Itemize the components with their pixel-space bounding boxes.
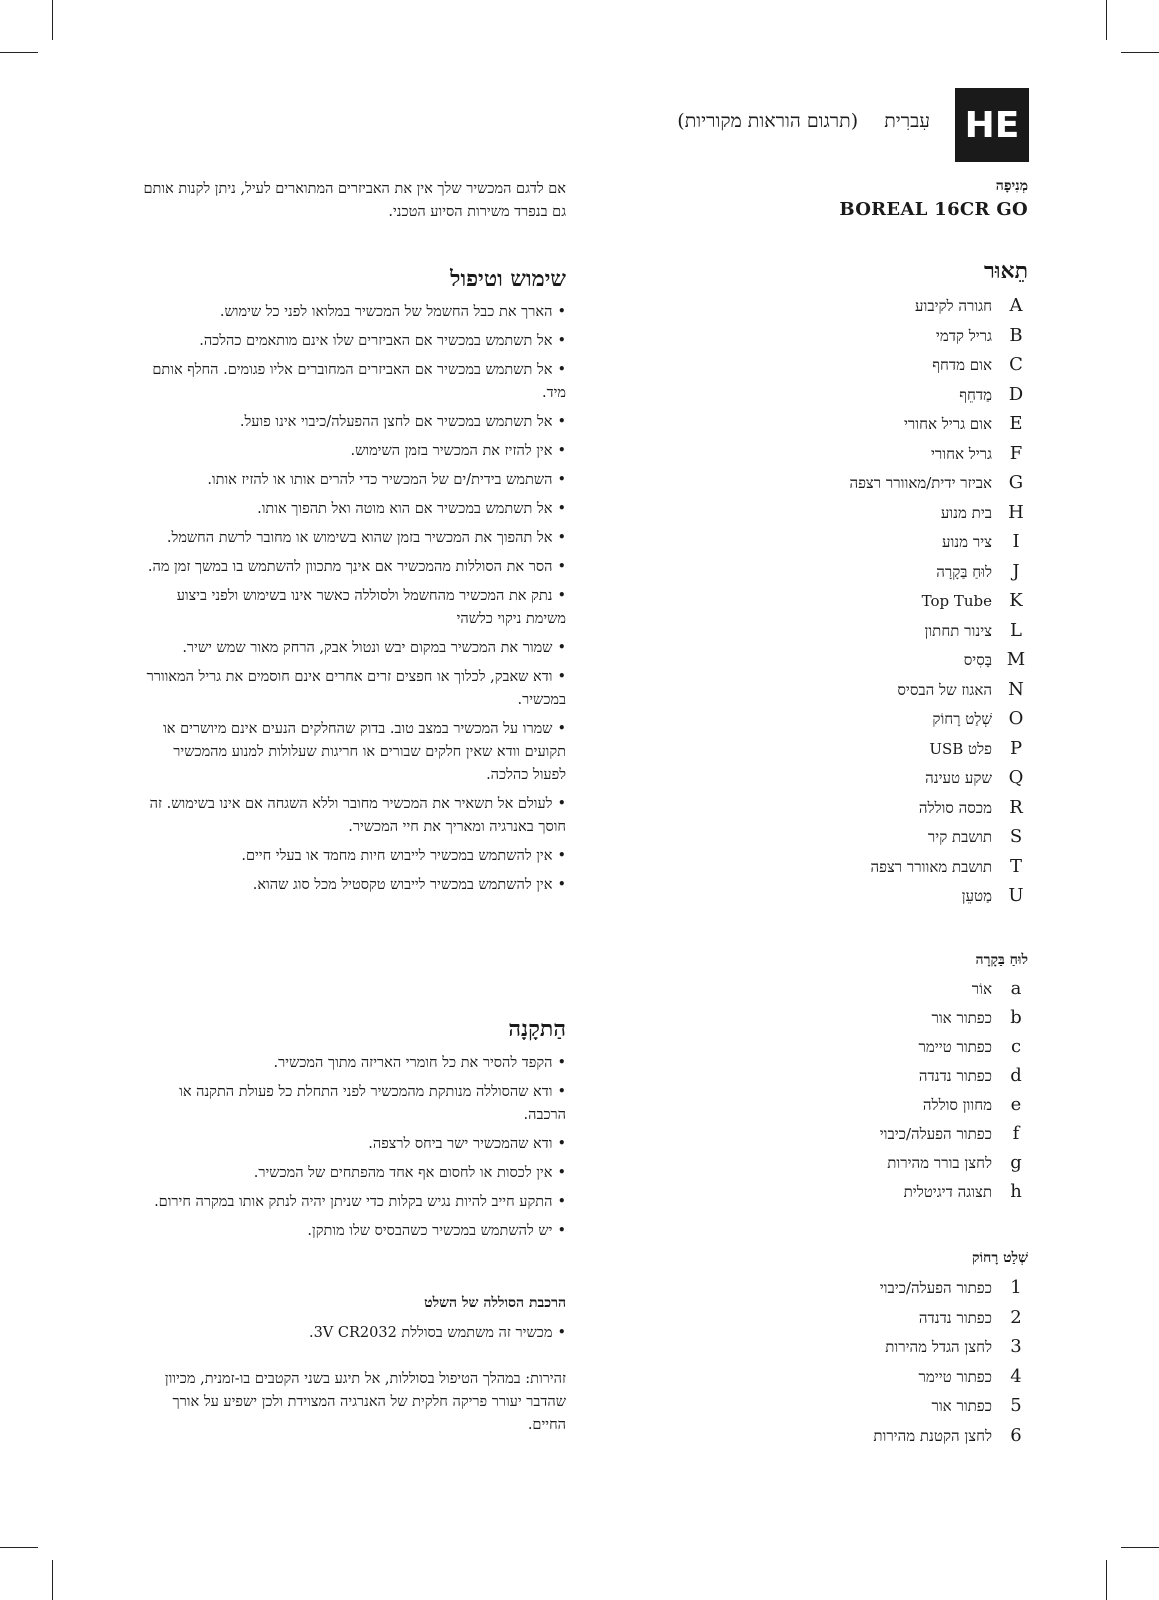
- battery-list: [138, 1322, 566, 1345]
- item-code: L: [1010, 619, 1022, 641]
- list-item: [790, 443, 1028, 473]
- item-label: גריל קדמי: [935, 326, 992, 345]
- item-label: שְׁלַט רָחוֹק: [932, 710, 992, 728]
- language-note: (תרגום הוראות מקוריות): [677, 110, 859, 132]
- item-code: F: [1009, 442, 1023, 464]
- bullet-item: • אין להזיז את המכשיר בזמן השימוש.: [138, 440, 566, 463]
- list-item: [790, 708, 1028, 738]
- item-code: E: [1009, 413, 1023, 434]
- item-label: אום מדחף: [932, 356, 992, 374]
- item-label: מַטעֵן: [961, 887, 992, 905]
- list-item: [790, 978, 1028, 1007]
- list-item: [790, 413, 1028, 443]
- list-item: [790, 1181, 1028, 1210]
- language-name: עִברִית: [884, 110, 930, 132]
- description-title: תֵאוּר: [984, 258, 1028, 284]
- item-code: A: [1009, 295, 1023, 316]
- item-code: G: [1008, 472, 1024, 493]
- list-item: [790, 620, 1028, 650]
- list-item: [790, 590, 1028, 620]
- installation-section: [138, 1052, 566, 1249]
- list-item: [790, 679, 1028, 709]
- item-label: לחצן בורר מהירות: [887, 1154, 992, 1172]
- item-code: 2: [1010, 1306, 1022, 1328]
- bullet-item: • מכשיר זה משתמש בסוללת 3V CR2032.: [138, 1322, 566, 1345]
- product-type: מְנִיפָה: [995, 178, 1028, 194]
- item-code: S: [1009, 826, 1023, 847]
- item-code: B: [1009, 324, 1023, 346]
- item-label: כפתור טיימר: [918, 1367, 992, 1386]
- parts-list: [790, 295, 1028, 915]
- bullet-item: • אל תשתמש במכשיר אם לחצן ההפעלה/כיבוי אינו פועל.: [138, 411, 566, 434]
- item-label: אוֹר: [971, 980, 992, 998]
- item-code: P: [1009, 737, 1023, 759]
- item-code: O: [1008, 708, 1024, 729]
- crop-mark: [1121, 1547, 1159, 1548]
- list-item: [790, 826, 1028, 856]
- item-label: פלט USB: [929, 739, 992, 758]
- item-label: שקע טעינה: [925, 769, 992, 787]
- usage-title: שימוש וטיפול: [450, 266, 566, 292]
- bullet-item: • הסר את הסוללות מהמכשיר אם אינך מתכוון להשתמש בו במשך זמן מה.: [138, 556, 566, 579]
- bullet-item: • אל תהפוך את המכשיר בזמן שהוא בשימוש או מחובר לרשת החשמל.: [138, 527, 566, 550]
- remote-list: [790, 1277, 1028, 1454]
- bullet-item: • שמרו על המכשיר במצב טוב. בדוק שהחלקים הנעים אינם מיושרים או תקועים וודא שאין חלקים שבורים או חריגות שעלולות למנוע מהמכשיר לפעול כהלכה.: [138, 718, 566, 787]
- item-label: לוּחַ בַּקָרָה: [936, 562, 992, 581]
- item-label: בית מנוע: [940, 503, 992, 522]
- item-label: כפתור אור: [931, 1009, 992, 1027]
- item-label: אום גריל אחורי: [903, 415, 992, 433]
- item-code: 1: [1010, 1277, 1022, 1298]
- crop-mark: [1106, 0, 1107, 40]
- crop-mark: [52, 0, 53, 40]
- bullet-item: • ודא שהסוללה מנותקת מהמכשיר לפני התחלת כל פעולת התקנה או הרכבה.: [138, 1081, 566, 1127]
- bullet-item: • יש להשתמש במכשיר כשהבסיס שלו מותקן.: [138, 1220, 566, 1243]
- item-label: כפתור אור: [931, 1397, 992, 1415]
- list-item: [790, 472, 1028, 502]
- list-item: [790, 1065, 1028, 1094]
- item-code: e: [1010, 1094, 1022, 1115]
- item-code: 4: [1010, 1365, 1022, 1387]
- control-panel-title: לוּחַ בַּקָרָה: [975, 952, 1028, 968]
- item-label: בָּסִיס: [963, 651, 992, 669]
- list-item: [790, 797, 1028, 827]
- item-code: 3: [1010, 1336, 1022, 1357]
- item-label: כפתור הפעלה/כיבוי: [879, 1279, 992, 1297]
- item-code: d: [1010, 1065, 1022, 1086]
- list-item: [790, 1007, 1028, 1036]
- list-item: [790, 295, 1028, 325]
- item-code: Q: [1008, 767, 1024, 788]
- bullet-item: • השתמש בידית/ים של המכשיר כדי להרים אותו או להזיז אותו.: [138, 469, 566, 492]
- list-item: [790, 531, 1028, 561]
- item-code: 5: [1010, 1395, 1022, 1416]
- item-label: צינור תחתון: [924, 621, 992, 640]
- item-code: J: [1012, 560, 1020, 582]
- language-code-badge: HE: [955, 88, 1029, 162]
- warning-paragraph: זהירות: במהלך הטיפול בסוללות, אל תיגע בשני הקטבים בו-זמנית, מכיוון שהדבר יעורר פריקה חלקית של האנרגיה המצוידת ולכן ישפיע על אורך החיים.: [164, 1371, 566, 1433]
- bullet-item: • אין לכסות או לחסום אף אחד מהפתחים של המכשיר.: [138, 1162, 566, 1185]
- list-item: [790, 502, 1028, 532]
- item-label: ציר מנוע: [941, 533, 992, 551]
- crop-mark: [0, 1547, 38, 1548]
- list-item: [790, 1307, 1028, 1337]
- bullet-item: • אל תשתמש במכשיר אם האביזרים המחוברים אליו פגומים. החלף אותם מיד.: [138, 359, 566, 405]
- bullet-item: • נתק את המכשיר מהחשמל ולסוללה כאשר אינו בשימוש ולפני ביצוע משימת ניקוי כלשהי: [138, 585, 566, 631]
- item-label: חגורה לקיבוע: [915, 297, 992, 315]
- intro-paragraph: אם לדגם המכשיר שלך אין את האביזרים המתוארים לעיל, ניתן לקנות אותם גם בנפרד משירות הסיוע הטכני.: [143, 181, 566, 220]
- bullet-item: • ודא שאבק, לכלוך או חפצים זרים אחרים אינם חוסמים את גריל המאוורר במכשיר.: [138, 666, 566, 712]
- item-code: C: [1009, 354, 1023, 375]
- list-item: [790, 649, 1028, 679]
- item-label: כפתור טיימר: [918, 1038, 992, 1056]
- list-item: [790, 1366, 1028, 1396]
- list-item: [790, 1123, 1028, 1152]
- installation-list: [138, 1052, 566, 1243]
- usage-section: [138, 301, 566, 903]
- remote-title: שְׁלַט רָחוֹק: [971, 1250, 1028, 1266]
- item-code: g: [1010, 1152, 1022, 1173]
- item-code: U: [1008, 885, 1024, 906]
- item-label: גריל אחורי: [930, 444, 992, 463]
- item-code: D: [1008, 383, 1024, 405]
- item-code: M: [1006, 649, 1026, 670]
- bullet-item: • הקפד להסיר את כל חומרי האריזה מתוך המכשיר.: [138, 1052, 566, 1075]
- list-item: [790, 1152, 1028, 1181]
- product-info: [760, 178, 1028, 220]
- product-name: BOREAL 16CR GO: [839, 199, 1028, 220]
- item-code: N: [1008, 678, 1024, 700]
- item-label: כפתור הפעלה/כיבוי: [879, 1125, 992, 1143]
- bullet-item: • שמור את המכשיר במקום יבש ונטול אבק, הרחק מאור שמש ישיר.: [138, 637, 566, 660]
- list-item: [790, 1336, 1028, 1366]
- item-code: T: [1009, 855, 1022, 877]
- list-item: [790, 325, 1028, 355]
- item-code: c: [1010, 1036, 1022, 1057]
- list-item: [790, 354, 1028, 384]
- list-item: [790, 1094, 1028, 1123]
- item-label: כפתור נדנדה: [918, 1308, 992, 1327]
- item-label: האגוז של הבסיס: [897, 680, 992, 699]
- item-label: Top Tube: [921, 592, 992, 610]
- list-item: [790, 856, 1028, 886]
- item-code: a: [1010, 978, 1022, 999]
- language-header: [560, 110, 930, 133]
- item-code: 6: [1010, 1424, 1022, 1446]
- list-item: [790, 738, 1028, 768]
- battery-section: [138, 1322, 566, 1351]
- item-label: תושבת קיר: [927, 828, 992, 846]
- control-panel-list: [790, 978, 1028, 1210]
- item-label: תצוגה דיגיטלית: [903, 1183, 992, 1201]
- item-label: לחצן הגדל מהירות: [885, 1338, 992, 1356]
- item-code: b: [1010, 1007, 1022, 1028]
- item-code: R: [1009, 796, 1023, 818]
- item-code: I: [1012, 531, 1020, 552]
- bullet-item: • אין להשתמש במכשיר לייבוש חיות מחמד או בעלי חיים.: [138, 845, 566, 868]
- installation-title: הַתקָנָה: [508, 1016, 566, 1042]
- list-item: [790, 767, 1028, 797]
- list-item: [790, 1277, 1028, 1307]
- bullet-item: • אין להשתמש במכשיר לייבוש טקסטיל מכל סוג שהוא.: [138, 874, 566, 897]
- battery-title: הרכבת הסוללה של השלט: [424, 1295, 566, 1311]
- item-code: K: [1009, 590, 1023, 611]
- bullet-item: • התקע חייב להיות נגיש בקלות כדי שניתן יהיה לנתק אותו במקרה חירום.: [138, 1191, 566, 1214]
- bullet-item: • אל תשתמש במכשיר אם האביזרים שלו אינם מותאמים כהלכה.: [138, 330, 566, 353]
- list-item: [790, 885, 1028, 915]
- bullet-item: • ודא שהמכשיר ישר ביחס לרצפה.: [138, 1133, 566, 1156]
- bullet-item: • אל תשתמש במכשיר אם הוא מוטה ואל תהפוך אותו.: [138, 498, 566, 521]
- bullet-item: • לעולם אל תשאיר את המכשיר מחובר וללא השגחה אם אינו בשימוש. זה חוסך באנרגיה ומאריך את חיי המכשיר.: [138, 793, 566, 839]
- usage-list: [138, 301, 566, 897]
- item-code: f: [1012, 1123, 1020, 1144]
- crop-mark: [1121, 52, 1159, 53]
- crop-mark: [1106, 1560, 1107, 1600]
- item-label: אביזר ידית/מאוורר רצפה: [849, 474, 992, 492]
- item-label: מחוון סוללה: [922, 1096, 992, 1114]
- item-label: לחצן הקטנת מהירות: [873, 1426, 992, 1445]
- bullet-item: • הארך את כבל החשמל של המכשיר במלואו לפני כל שימוש.: [138, 301, 566, 324]
- list-item: [790, 561, 1028, 591]
- list-item: [790, 1036, 1028, 1065]
- item-label: תושבת מאוורר רצפה: [870, 857, 992, 876]
- item-label: מכסה סוללה: [918, 798, 992, 817]
- crop-mark: [0, 52, 38, 53]
- list-item: [790, 1425, 1028, 1455]
- list-item: [790, 384, 1028, 414]
- item-code: H: [1008, 501, 1024, 523]
- list-item: [790, 1395, 1028, 1425]
- item-label: מַדחֵף: [959, 385, 992, 404]
- crop-mark: [52, 1560, 53, 1600]
- item-code: h: [1010, 1181, 1022, 1202]
- item-label: כפתור נדנדה: [918, 1067, 992, 1085]
